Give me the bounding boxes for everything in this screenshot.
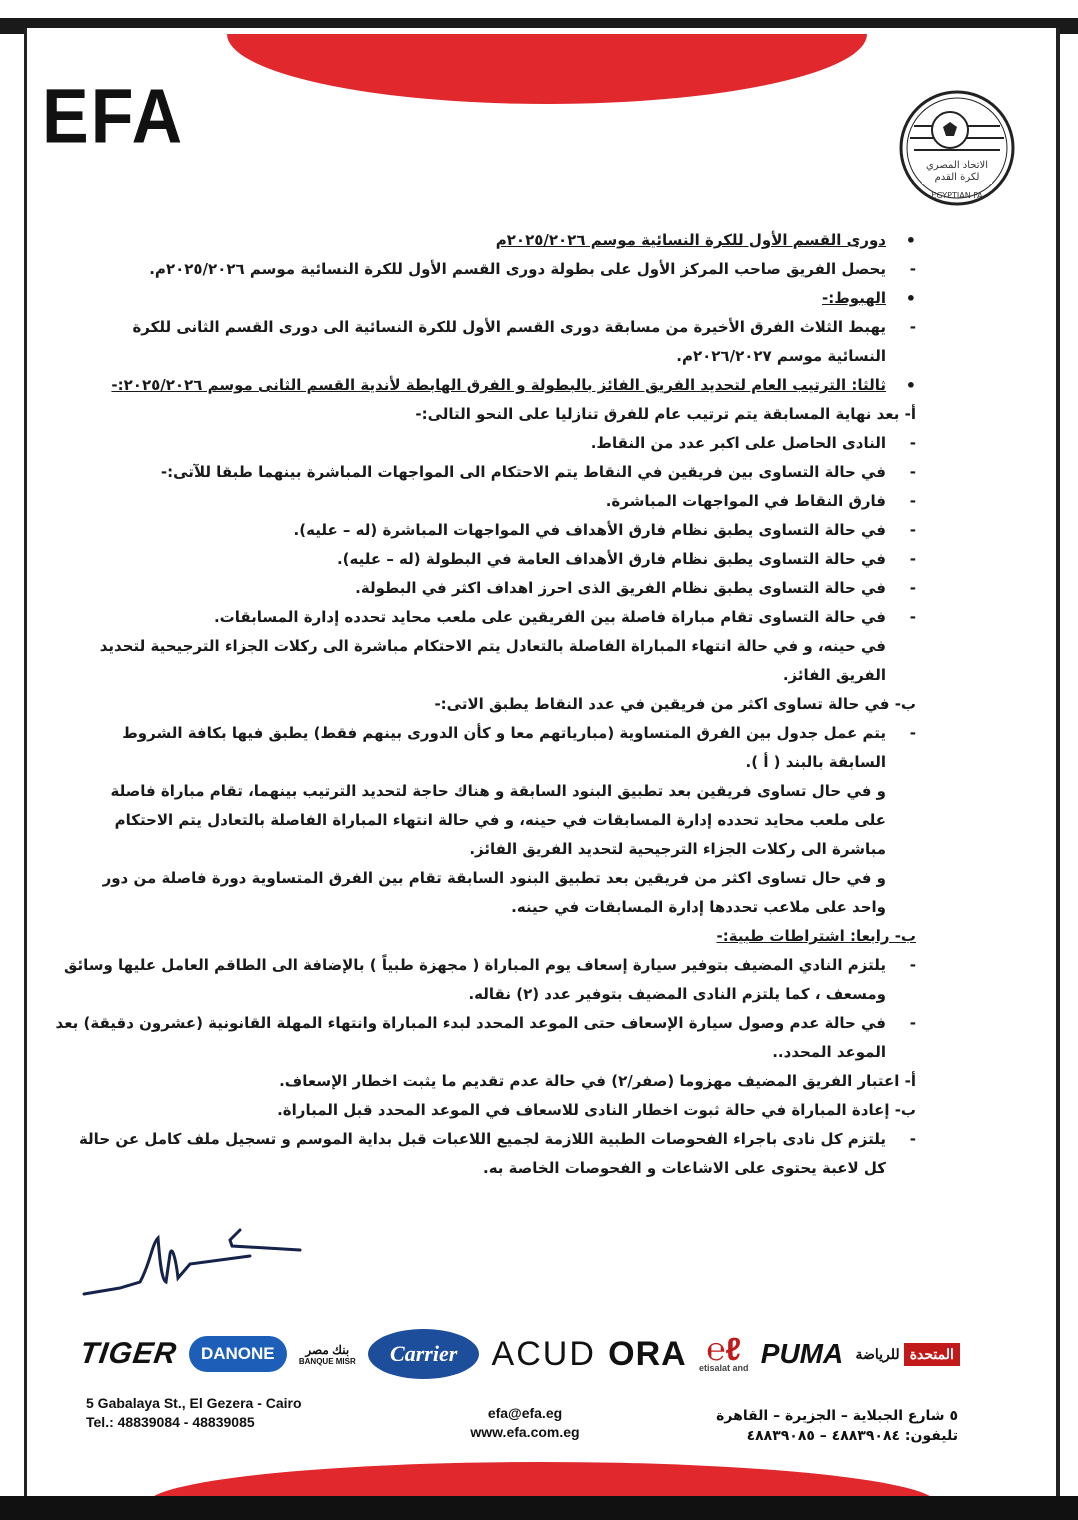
footer-address-ar: ٥ شارع الجبلاية – الجزيرة – القاهرة تليفون: ٤٨٨٣٩٠٨٤ – ٤٨٨٣٩٠٨٥ [716,1408,958,1444]
bottom-border [0,1496,1078,1520]
text-line: - في حالة التساوى بين فريقين في النقاط يتم الاحتكام الى المواجهات المباشرة بينهما طبقا للآتى:- [46,458,886,487]
text-line: في حينه، و في حالة انتهاء المباراة الفاصلة بالتعادل يتم الاحتكام مباشرة الى ركلات الجزاء الترجيحية لتحديد [99,637,886,655]
text-line: و في حال تساوى اكثر من فريقين بعد تطبيق البنود السابقة تقام بين الفرق المتساوية دورة فاصلة من دور [102,869,886,887]
text-line: ومسعف ، كما يلتزم النادى المضيف بتوفير عدد (٢) نقاله. [468,985,886,1003]
footer-contact [440,1404,610,1442]
text-line: - النادى الحاصل على اكبر عدد من النقاط. [46,429,886,458]
email-link[interactable]: efa@efa.eg [487,1405,563,1421]
dash-icon: - [909,1014,916,1032]
text-line: ب- إعادة المباراة في حالة ثبوت اخطار النادى للاسعاف في الموعد المحدد قبل المباراة. [277,1101,916,1119]
etisalat-logo-icon: ℮ℓ [706,1331,742,1367]
sponsors-bar [77,1318,960,1390]
dash-icon: - [909,463,916,481]
section-heading: • الهبوط:- [46,284,886,313]
efa-logo: EFA [42,73,185,159]
section-heading: • ثالثا: الترتيب العام لتحديد الفريق الفائز بالبطولة و الفرق الهابطة لأندية القسم الثانى موسم ٢٠٢٥/٢٠٢٦:- [46,371,886,400]
signature [80,1224,320,1304]
text-line: الموعد المحدد.. [772,1043,886,1061]
sponsor-etisalat: ℮ℓ etisalat and [698,1331,749,1373]
text-line: ب- في حالة تساوى اكثر من فريقين في عدد النقاط يطبق الاتى:- [434,695,916,713]
text-line: مباشرة الى ركلات الجزاء الترجيحية لتحديد الفريق الفائز. [469,840,886,858]
dash-icon: - [909,579,916,597]
text-line: كل لاعبة يحتوى على الاشاعات و الفحوصات الخاصة به. [483,1159,886,1177]
footer-address-en: 5 Gabalaya St., El Gezera - Cairo Tel.: 48839084 - 48839085 [86,1395,302,1430]
text-line: - في حالة التساوى تقام مباراة فاصلة بين الفريقين على ملعب محايد تحدده إدارة المسابقات. [46,603,886,632]
egyptian-fa-emblem-icon [892,86,1022,216]
text-line: أ- بعد نهاية المسابقة يتم ترتيب عام للفرق تنازليا على النحو التالى:- [415,405,916,423]
text-line: ب- رابعا: اشتراطات طبية:- [716,927,916,945]
text-line: - يحصل الفريق صاحب المركز الأول على بطولة دورى القسم الأول للكرة النسائية موسم ٢٠٢٥/٢٠٢٦م. [46,255,886,284]
text-line: النسائية موسم ٢٠٢٦/٢٠٢٧م. [676,347,886,365]
website-link[interactable]: www.efa.com.eg [470,1424,580,1440]
sponsor-united-sports: المتحدة للرياضة [856,1343,960,1366]
sponsor-carrier: Carrier [368,1329,479,1379]
svg-text:الاتحاد المصري: الاتحاد المصري [925,160,989,171]
text-line: - في حالة التساوى يطبق نظام فارق الأهداف في المواجهات المباشرة (له – عليه). [46,516,886,545]
text-line: واحد على ملاعب تحددها إدارة المسابقات في حينه. [511,898,886,916]
dash-icon: - [909,608,916,626]
svg-text:EGYPTIAN FA: EGYPTIAN FA [931,191,983,200]
text-line: - فارق النقاط في المواجهات المباشرة. [46,487,886,516]
dash-icon: - [909,550,916,568]
bullet-icon: • [905,289,916,308]
regulations-text [46,226,916,1183]
text-line: - في حالة عدم وصول سيارة الإسعاف حتى الموعد المحدد لبدء المباراة وانتهاء المهلة القانونية (عشرون دقيقة) بعد [46,1009,886,1038]
text-line: أ- اعتبار الفريق المضيف مهزوما (صفر/٢) في حالة عدم تقديم ما يثبت اخطار الإسعاف. [279,1072,916,1090]
header-red-arc [227,34,867,104]
dash-icon: - [909,521,916,539]
sponsor-acud: ACUD [491,1334,596,1373]
text-line: - في حالة التساوى يطبق نظام الفريق الذى احرز اهداف اكثر في البطولة. [46,574,886,603]
dash-icon: - [909,956,916,974]
text-line: على ملعب محايد تحدده إدارة المسابقات في حينه، و في حالة انتهاء المباراة الفاصلة بالتعادل يتم الاحتكام [114,811,886,829]
text-line: و في حال تساوى فريقين بعد تطبيق البنود السابقة و هناك حاجة لتحديد الترتيب بينهما، تقام مباراة فاصلة [110,782,886,800]
sponsor-banque-misr: بنك مصر BANQUE MISR [298,1342,356,1366]
section-heading: • دورى القسم الأول للكرة النسائية موسم ٢٠٢٥/٢٠٢٦م [46,226,886,255]
text-line: السابقة بالبند ( أ ). [745,753,886,771]
text-line: - يتم عمل جدول بين الفرق المتساوية (مبارياتهم معا و كأن الدورى بينهم فقط) يطبق فيها بكافة الشروط [46,719,886,748]
bullet-icon: • [905,231,916,250]
text-line: - يهبط الثلاث الفرق الأخيرة من مسابقة دورى القسم الأول للكرة النسائية الى دورى القسم الثانى للكرة [46,313,886,342]
dash-icon: - [909,724,916,742]
dash-icon: - [909,318,916,336]
text-line: - يلتزم النادي المضيف بتوفير سيارة إسعاف يوم المباراة ( مجهزة طبياً ) بالإضافة الى الطاقم العامل عليها وسائق [46,951,886,980]
text-line: - في حالة التساوى يطبق نظام فارق الأهداف العامة في البطولة (له – عليه). [46,545,886,574]
dash-icon: - [909,492,916,510]
sponsor-ora: ORA [608,1334,687,1373]
text-line: الفريق الفائز. [782,666,886,684]
sponsor-danone: DANONE [189,1336,287,1372]
text-line: - يلتزم كل نادى باجراء الفحوصات الطبية اللازمة لجميع اللاعبات قبل بداية الموسم و تسجيل ملف كامل عن حالة [46,1125,886,1154]
svg-text:لكرة القدم: لكرة القدم [934,172,980,183]
dash-icon: - [909,1130,916,1148]
sponsor-tiger: TIGER [77,1337,180,1370]
dash-icon: - [909,260,916,278]
sponsor-puma: PUMA [760,1338,844,1369]
dash-icon: - [909,434,916,452]
bullet-icon: • [905,376,916,395]
